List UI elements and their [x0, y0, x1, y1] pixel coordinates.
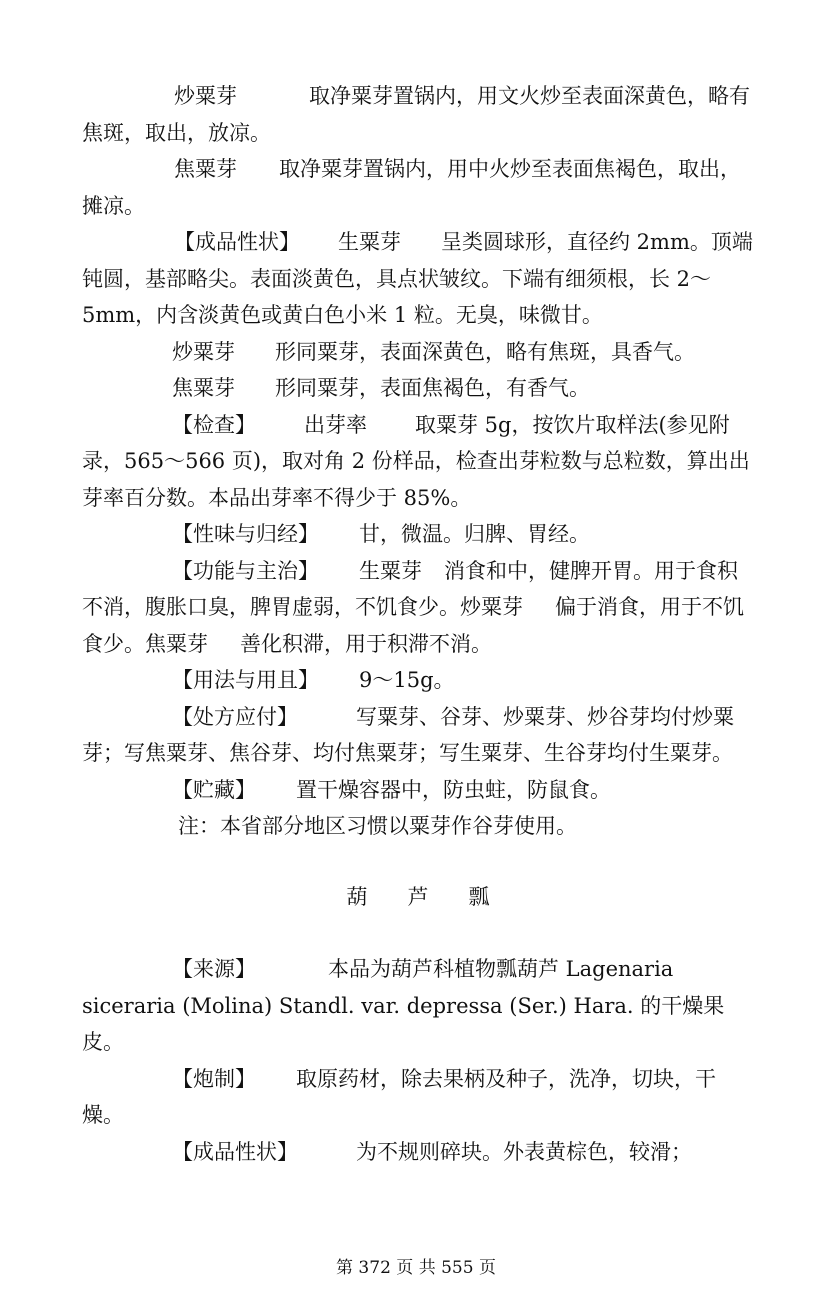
paragraph-text: 取原药材，除去果柄及种子，洗净，切块，干燥。	[82, 1066, 716, 1127]
section-label: 【来源】	[172, 957, 256, 981]
paragraph-dosage	[82, 662, 754, 699]
paragraph-text: 消食和中，健脾开胃。用于食积不消，腹胀口臭，脾胃虚弱，不饥食少。炒粟芽	[82, 558, 738, 619]
paragraph-storage	[82, 772, 754, 809]
paragraph-properties-2	[82, 1134, 754, 1171]
term-sheng-su-ya: 生粟芽	[338, 230, 401, 254]
section-label: 【处方应付】	[172, 704, 298, 729]
paragraph-chao-su-ya	[82, 78, 754, 151]
paragraph-note	[82, 808, 754, 845]
term-chao-su-ya: 炒粟芽	[174, 84, 237, 108]
section-label: 【成品性状】	[174, 230, 300, 254]
paragraph-text: 甘，微温。归脾、胃经。	[359, 522, 590, 546]
paragraph-function	[82, 553, 754, 663]
paragraph-text: 取粟芽 5g，按饮片取样法(参见附录，565～566 页)，取对角 2 份样品，检查出芽粒数与总粒数，算出出芽率百分数。本品出芽率不得少于 85%。	[82, 412, 750, 510]
paragraph-text: 取净粟芽置锅内，用文火炒至表面深黄色，略有焦斑，取出，放凉。	[82, 84, 750, 145]
paragraph-text: 写粟芽、谷芽、炒粟芽、炒谷芽均付炒粟芽；写焦粟芽、焦谷芽、均付焦粟芽；写生粟芽、生谷芽均付生粟芽。	[82, 704, 734, 765]
paragraph-chao-su-ya-form	[82, 334, 754, 371]
paragraph-text: 为不规则碎块。外表黄棕色，较滑；	[356, 1139, 692, 1164]
paragraph-taste-meridian	[82, 516, 754, 553]
entry-title	[82, 879, 754, 916]
term-germination-rate: 出芽率	[304, 412, 367, 437]
title-char: 葫	[346, 884, 368, 909]
paragraph-text: 呈类圆球形，直径约 2mm。顶端钝圆，基部略尖。表面淡黄色，具点状皱纹。下端有细须根，长 2～5mm，内含淡黄色或黄白色小米 1 粒。无臭，味微甘。	[82, 230, 753, 327]
paragraph-text: 置干燥容器中，防虫蛀，防鼠食。	[296, 777, 611, 802]
paragraph-text: 取净粟芽置锅内，用中火炒至表面焦褐色，取出，摊凉。	[82, 157, 741, 218]
paragraph-text: 形同粟芽，表面深黄色，略有焦斑，具香气。	[275, 339, 695, 364]
term-jiao-su-ya: 焦粟芽	[172, 376, 235, 400]
paragraph-jiao-su-ya-form	[82, 370, 754, 407]
paragraph-text: 本品为葫芦科植物瓢葫芦 Lagenaria siceraria (Molina) Standl. var. depressa (Ser.) Hara. 的干燥果皮。	[82, 957, 725, 1054]
paragraph-source	[82, 951, 754, 1061]
section-label: 【用法与用且】	[172, 668, 319, 692]
paragraph-inspection	[82, 407, 754, 517]
paragraph-text: 形同粟芽，表面焦褐色，有香气。	[275, 376, 590, 400]
paragraph-text: 偏于消食，用于不饥食少。焦粟芽	[82, 595, 744, 656]
paragraph-prescription	[82, 699, 754, 772]
section-label: 【性味与归经】	[172, 522, 319, 546]
term-sheng-su-ya: 生粟芽	[359, 558, 422, 583]
document-body	[82, 78, 754, 1170]
paragraph-processing	[82, 1061, 754, 1134]
section-label: 【检查】	[172, 412, 256, 437]
paragraph-text: 善化积滞，用于积滞不消。	[240, 631, 492, 656]
section-label: 【功能与主治】	[172, 558, 319, 583]
page-footer: 第 372 页 共 555 页	[336, 1258, 496, 1278]
section-label: 【成品性状】	[172, 1139, 298, 1164]
note-text: 注：本省部分地区习惯以粟芽作谷芽使用。	[178, 814, 577, 838]
term-chao-su-ya: 炒粟芽	[172, 339, 235, 364]
section-label: 【贮藏】	[172, 777, 256, 802]
title-char: 瓢	[468, 884, 490, 909]
section-label: 【炮制】	[172, 1066, 256, 1091]
paragraph-properties	[82, 224, 754, 334]
paragraph-text: 9～15g。	[359, 668, 455, 692]
paragraph-jiao-su-ya	[82, 151, 754, 224]
term-jiao-su-ya: 焦粟芽	[174, 157, 237, 181]
title-char: 芦	[407, 884, 429, 909]
